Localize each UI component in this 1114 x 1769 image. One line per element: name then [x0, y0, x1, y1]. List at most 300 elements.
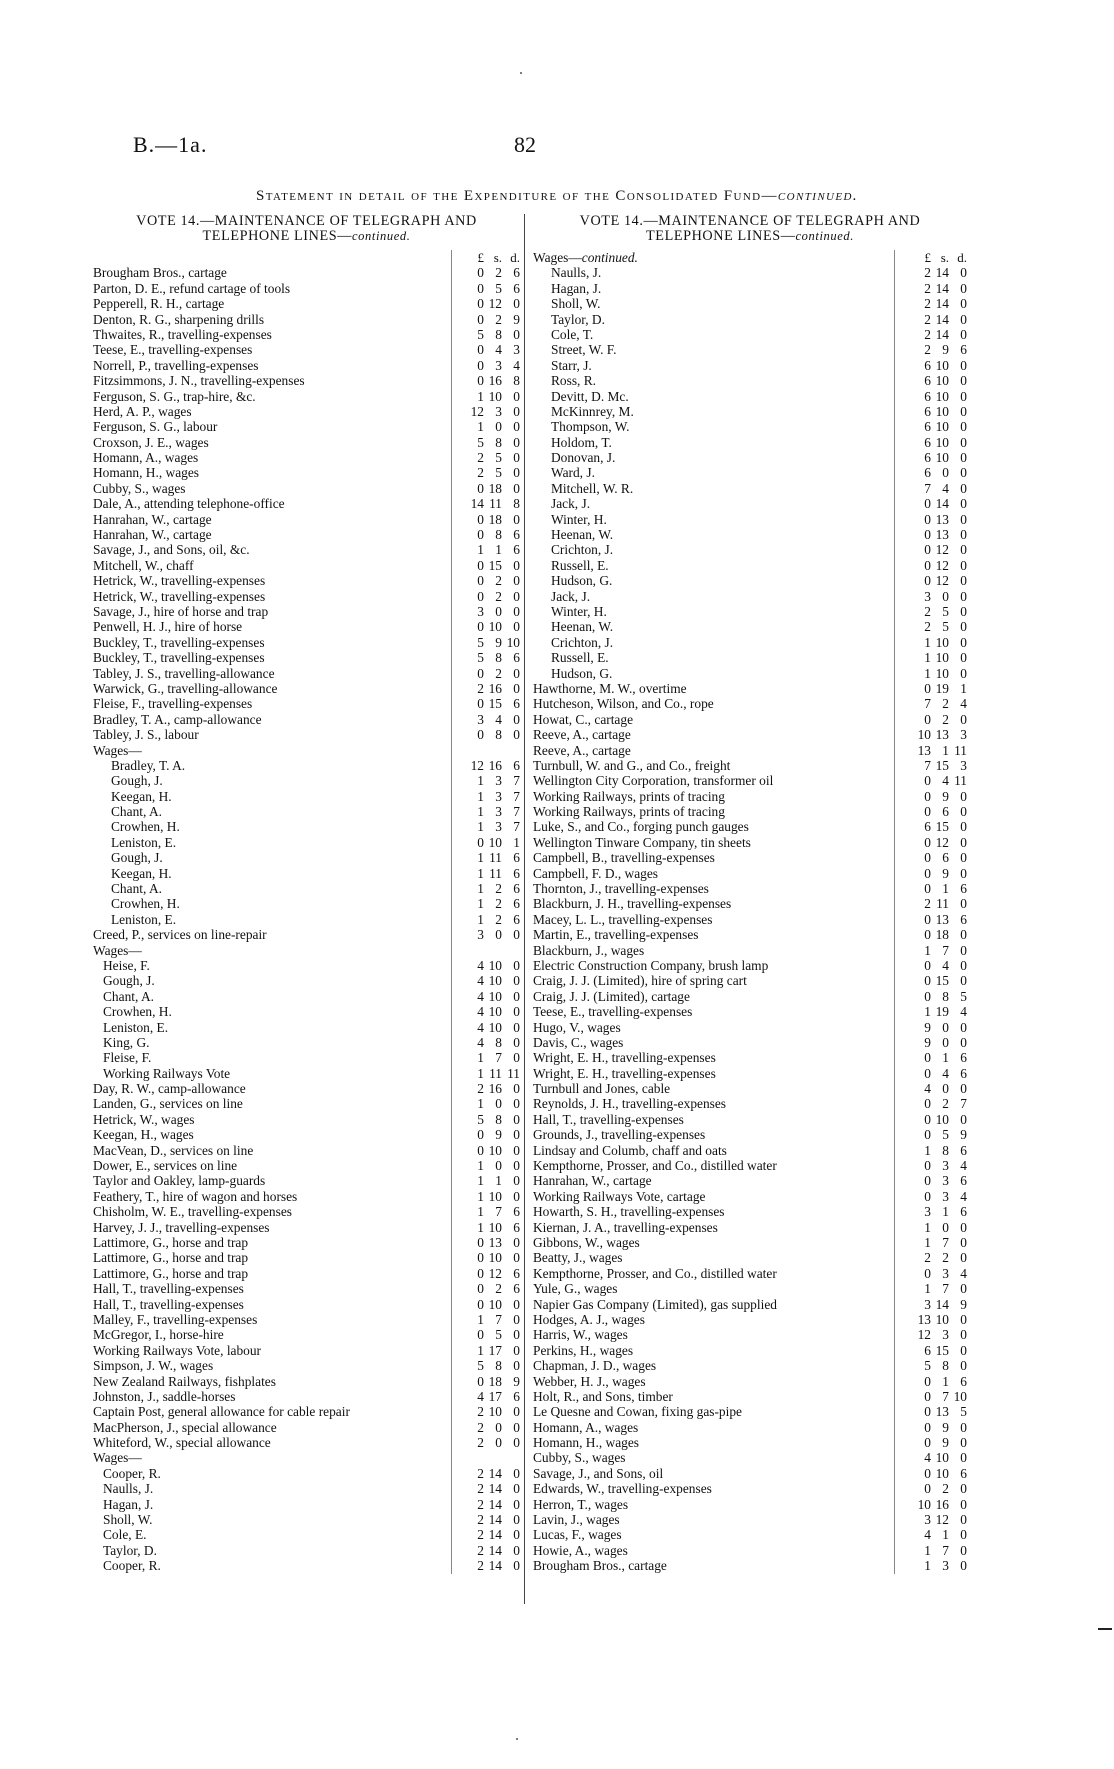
ledger-row [533, 573, 967, 588]
amount [894, 281, 967, 296]
amount [894, 1281, 967, 1296]
shillings-value: 12 [935, 573, 949, 589]
pounds-value: 4 [924, 1450, 931, 1466]
amount [451, 819, 520, 834]
payee: Street, W. F. [551, 342, 617, 358]
pounds-value: 0 [924, 1481, 931, 1497]
shillings-value: 3 [495, 357, 502, 373]
amount [451, 1374, 520, 1389]
pounds-value: 4 [477, 1019, 484, 1035]
pence-value: 0 [960, 557, 967, 573]
pence-value: 0 [960, 1512, 967, 1528]
payee: Chapman, J. D., wages [533, 1358, 657, 1374]
ledger-row [93, 650, 520, 665]
ledger-row [533, 389, 967, 404]
ledger-row [533, 312, 967, 327]
amount [451, 1158, 520, 1173]
amount [894, 1250, 967, 1265]
shillings-value: 8 [495, 527, 502, 543]
pence-value: 6 [513, 542, 520, 558]
payee: Cole, E. [103, 1527, 147, 1543]
amount [894, 1004, 967, 1019]
pence-value: 0 [513, 665, 520, 681]
amount [894, 1173, 967, 1188]
amount [451, 296, 520, 311]
pence-value: 0 [960, 973, 967, 989]
amount [894, 743, 967, 758]
pounds-value: 5 [477, 434, 484, 450]
amount [894, 1527, 967, 1542]
ledger-row [533, 912, 967, 927]
ledger-row [533, 1250, 967, 1265]
right-ledger [533, 265, 967, 1573]
pence-value: 6 [513, 1265, 520, 1281]
payee: Buckley, T., travelling-expenses [93, 650, 265, 666]
shillings-value: 9 [942, 865, 949, 881]
pence-value: 0 [960, 650, 967, 666]
pounds-value: 2 [924, 326, 931, 342]
ledger-row [533, 435, 967, 450]
pence-value: 0 [960, 603, 967, 619]
amount [451, 342, 520, 357]
ledger-row [533, 866, 967, 881]
ledger-row [533, 1035, 967, 1050]
pence-value: 0 [513, 588, 520, 604]
column-divider [524, 214, 525, 1604]
ledger-row [533, 1389, 967, 1404]
pence-value: 0 [960, 896, 967, 912]
payee: Holt, R., and Sons, timber [533, 1388, 673, 1404]
ledger-row [533, 973, 967, 988]
amount [894, 896, 967, 911]
shillings-value: 2 [495, 573, 502, 589]
amount [451, 389, 520, 404]
ledger-row [93, 1389, 520, 1404]
ledger-row [533, 758, 967, 773]
shillings-value: 1 [495, 542, 502, 558]
ledger-row [93, 696, 520, 711]
ledger-row [533, 450, 967, 465]
pence-value: 6 [960, 1465, 967, 1481]
payee: Keegan, H., wages [93, 1127, 194, 1143]
ledger-row [533, 342, 967, 357]
payee: Captain Post, general allowance for cable repair [93, 1404, 350, 1420]
payee: Wages— [93, 1450, 142, 1466]
ledger-row [533, 1158, 967, 1173]
payee: Lattimore, G., horse and trap [93, 1235, 249, 1250]
payee: Thompson, W. [551, 419, 630, 435]
shillings-value: 10 [935, 373, 949, 389]
pence-value: 0 [960, 388, 967, 404]
payee: Craig, J. J. (Limited), hire of spring cart [533, 973, 747, 989]
shillings-value: 10 [488, 1250, 502, 1266]
payee: Turnbull and Jones, cable [533, 1081, 671, 1097]
pence-value: 0 [513, 1311, 520, 1327]
amount [451, 1543, 520, 1558]
speck [516, 1738, 518, 1740]
pounds-value: 0 [477, 1296, 484, 1312]
ledger-row [93, 619, 520, 634]
ledger-row [93, 773, 520, 788]
payee: Hall, T., travelling-expenses [93, 1296, 244, 1312]
pence-value: 10 [506, 634, 520, 650]
shillings-value: 14 [488, 1512, 502, 1528]
ledger-row [533, 1297, 967, 1312]
pence-value: 7 [513, 819, 520, 835]
amount [894, 312, 967, 327]
pounds-value: 1 [477, 1342, 484, 1358]
payee: Winter, H. [551, 603, 607, 619]
pounds-value: 1 [924, 1142, 931, 1158]
left-vote-line2: TELEPHONE LINES— [202, 228, 353, 244]
ledger-row [93, 666, 520, 681]
shillings-value: 8 [495, 1111, 502, 1127]
pence-value: 0 [513, 388, 520, 404]
shillings-value: 7 [942, 942, 949, 958]
pence-value: 6 [513, 1204, 520, 1220]
ledger-row [533, 1404, 967, 1419]
shillings-value [484, 1450, 502, 1465]
ledger-row [533, 589, 967, 604]
pence-value: 0 [960, 265, 967, 281]
shillings-value: 2 [495, 265, 502, 281]
ledger-row [93, 1281, 520, 1296]
ledger-row [93, 281, 520, 296]
shillings-value: 14 [935, 296, 949, 312]
amount [894, 1343, 967, 1358]
pence-value: 0 [960, 634, 967, 650]
ledger-row [93, 589, 520, 604]
payee: Hudson, G. [551, 573, 613, 589]
ledger-row [533, 666, 967, 681]
ledger-row [93, 958, 520, 973]
amount [894, 573, 967, 588]
shillings-value: 1 [942, 1373, 949, 1389]
shillings-value: 10 [935, 1465, 949, 1481]
ledger-row [93, 358, 520, 373]
shillings-value: 3 [942, 1558, 949, 1574]
shillings-value: 16 [488, 680, 502, 696]
pence-header: d. [957, 250, 967, 265]
amount [894, 1481, 967, 1496]
ledger-row [533, 296, 967, 311]
amount [451, 1112, 520, 1127]
ledger-row [93, 1420, 520, 1435]
payee: Brougham Bros., cartage [93, 265, 227, 281]
amount [451, 573, 520, 588]
amount [894, 1466, 967, 1481]
amount [894, 589, 967, 604]
amount [894, 1081, 967, 1096]
pence-value: 4 [960, 1158, 967, 1174]
shillings-value: 14 [935, 326, 949, 342]
pence-value: 10 [953, 1388, 967, 1404]
shillings-value: 10 [935, 403, 949, 419]
amount [894, 450, 967, 465]
ledger-row [93, 1558, 520, 1573]
pence-value: 0 [513, 1527, 520, 1543]
ledger-row [93, 927, 520, 942]
shillings-value: 7 [495, 1050, 502, 1066]
pounds-value: 0 [924, 911, 931, 927]
pence-value: 0 [960, 1219, 967, 1235]
pence-value: 11 [954, 773, 967, 789]
right-vote-line2: TELEPHONE LINES— [646, 228, 796, 244]
payee: Leniston, E. [111, 911, 177, 927]
amount [451, 1020, 520, 1035]
pence-value: 0 [513, 1034, 520, 1050]
shillings-value: 14 [488, 1542, 502, 1558]
pounds-value: 6 [924, 434, 931, 450]
ledger-row [533, 1050, 967, 1065]
ledger-row [533, 850, 967, 865]
payee: Napier Gas Company (Limited), gas supplied [533, 1296, 777, 1312]
shillings-value: 12 [488, 296, 502, 312]
pounds-value: 0 [924, 527, 931, 543]
pence-value: 0 [960, 1496, 967, 1512]
pence-value: 0 [513, 1019, 520, 1035]
amount [894, 619, 967, 634]
pence-value: 0 [513, 1250, 520, 1266]
shillings-value: 14 [488, 1465, 502, 1481]
pounds-value: 7 [924, 696, 931, 712]
pence-value: 0 [513, 1127, 520, 1143]
pounds-value: 1 [477, 1219, 484, 1235]
left-header-amounts [451, 250, 520, 265]
payee: Harris, W., wages [533, 1327, 628, 1343]
pence-value: 0 [960, 511, 967, 527]
pence-value: 7 [513, 788, 520, 804]
pence-value: 0 [960, 1034, 967, 1050]
payee: Cole, T. [551, 326, 594, 342]
payee: Homann, H., wages [93, 465, 199, 481]
pounds-value: 3 [924, 1204, 931, 1220]
shillings-value: 8 [942, 988, 949, 1004]
pounds-value: 1 [477, 542, 484, 558]
ledger-row [533, 1127, 967, 1142]
pence-value: 0 [513, 957, 520, 973]
amount [451, 1358, 520, 1373]
pounds-value: 2 [477, 1465, 484, 1481]
ledger-row [93, 758, 520, 773]
shillings-value: 8 [942, 1142, 949, 1158]
shillings-value: 14 [488, 1481, 502, 1497]
amount [451, 1220, 520, 1235]
shillings-value: 14 [935, 280, 949, 296]
payee: Naulls, J. [103, 1481, 154, 1497]
pence-value: 6 [513, 757, 520, 773]
amount [894, 1204, 967, 1219]
pounds-value: 2 [477, 465, 484, 481]
shillings-value: 11 [489, 865, 502, 881]
shillings-value: 18 [935, 927, 949, 943]
shillings-value: 12 [935, 557, 949, 573]
ledger-row [533, 727, 967, 742]
ledger-row [93, 327, 520, 342]
amount [451, 681, 520, 696]
shillings-value: 2 [942, 1481, 949, 1497]
pence-value: 0 [960, 1311, 967, 1327]
amount [451, 542, 520, 557]
pence-value: 9 [513, 1373, 520, 1389]
pounds-value: 10 [917, 727, 931, 743]
shillings-value: 3 [495, 403, 502, 419]
pounds-value: 10 [917, 1496, 931, 1512]
shillings-value: 16 [935, 1496, 949, 1512]
payee: Grounds, J., travelling-expenses [533, 1127, 706, 1143]
pounds-header: £ [477, 250, 484, 265]
amount [894, 1435, 967, 1450]
pounds-value: 3 [477, 603, 484, 619]
shillings-value: 15 [935, 1342, 949, 1358]
ledger-row [533, 527, 967, 542]
ledger-row [533, 650, 967, 665]
shillings-value: 0 [495, 927, 502, 943]
shillings-value: 2 [495, 881, 502, 897]
shillings-value: 10 [488, 957, 502, 973]
pounds-value: 2 [477, 680, 484, 696]
payee: Hugo, V., wages [533, 1019, 621, 1035]
pounds-value: 0 [924, 1373, 931, 1389]
payee: Martin, E., travelling-expenses [533, 927, 699, 943]
pounds-value: 6 [924, 357, 931, 373]
shillings-value: 10 [935, 357, 949, 373]
pounds-value: 1 [477, 881, 484, 897]
amount [451, 1096, 520, 1111]
shillings-value: 3 [942, 1188, 949, 1204]
ledger-row [533, 835, 967, 850]
pence-value [502, 943, 520, 958]
ledger-row [533, 358, 967, 373]
amount [894, 1020, 967, 1035]
payee: MacPherson, J., special allowance [93, 1419, 277, 1435]
ledger-row [533, 1435, 967, 1450]
ledger-row [93, 973, 520, 988]
amount [451, 789, 520, 804]
ledger-row [93, 635, 520, 650]
pounds-value: 1 [924, 1281, 931, 1297]
shillings-value: 13 [935, 911, 949, 927]
payee: Crowhen, H. [111, 819, 180, 835]
amount [451, 1404, 520, 1419]
pounds-value: 1 [477, 896, 484, 912]
pence-value: 0 [960, 373, 967, 389]
payee: Campbell, B., travelling-expenses [533, 850, 715, 866]
ledger-row [93, 312, 520, 327]
shillings-value: 2 [495, 665, 502, 681]
pence-value: 3 [960, 727, 967, 743]
title-continued: continued. [777, 188, 859, 204]
pence-value: 4 [513, 357, 520, 373]
shillings-value: 8 [942, 1358, 949, 1374]
shillings-value: 3 [942, 1265, 949, 1281]
pounds-value: 1 [924, 1219, 931, 1235]
pence-value: 0 [513, 927, 520, 943]
pounds-value: 4 [477, 973, 484, 989]
shillings-value: 4 [942, 773, 949, 789]
pounds-value: 0 [477, 265, 484, 281]
ledger-row [533, 512, 967, 527]
pounds-value: 12 [470, 403, 484, 419]
shillings-value: 10 [488, 834, 502, 850]
amount [451, 696, 520, 711]
ledger-row [533, 1358, 967, 1373]
shillings-value: 15 [935, 819, 949, 835]
ledger-row [93, 1204, 520, 1219]
ledger-row [533, 1266, 967, 1281]
ledger-row [93, 512, 520, 527]
pounds-value: 0 [477, 1250, 484, 1266]
amount [894, 989, 967, 1004]
shillings-value: 8 [495, 1358, 502, 1374]
shillings-value: 2 [495, 896, 502, 912]
amount [894, 819, 967, 834]
amount [894, 958, 967, 973]
payee: Dower, E., services on line [93, 1158, 238, 1174]
shillings-value: 5 [495, 1327, 502, 1343]
pounds-value: 0 [924, 711, 931, 727]
pounds-value: 2 [924, 603, 931, 619]
pence-value: 0 [960, 1235, 967, 1250]
pence-value: 0 [960, 311, 967, 327]
payee: Herd, A. P., wages [93, 403, 192, 419]
payee: Working Railways Vote, cartage [533, 1188, 706, 1204]
ledger-row [93, 1143, 520, 1158]
amount [451, 1420, 520, 1435]
amount [451, 758, 520, 773]
amount [451, 866, 520, 881]
shillings-value: 1 [495, 1173, 502, 1189]
payee: Herron, T., wages [533, 1496, 629, 1512]
payee: Chant, A. [111, 881, 162, 897]
pounds-value: 12 [917, 1327, 931, 1343]
pounds-value: 0 [477, 480, 484, 496]
right-column [533, 214, 967, 1574]
payee: Harvey, J. J., travelling-expenses [93, 1219, 270, 1235]
pounds-value: 4 [477, 1034, 484, 1050]
pounds-value: 0 [477, 296, 484, 312]
ledger-row [93, 1189, 520, 1204]
amount [451, 835, 520, 850]
amount [451, 604, 520, 619]
ledger-row [533, 1497, 967, 1512]
payee: Chant, A. [103, 988, 154, 1004]
pence-value: 3 [513, 342, 520, 358]
pounds-value: 5 [477, 326, 484, 342]
amount [451, 373, 520, 388]
pounds-value: 1 [924, 1558, 931, 1574]
ledger-row [93, 1081, 520, 1096]
pounds-value: 3 [924, 1296, 931, 1312]
amount [894, 773, 967, 788]
pounds-header: £ [924, 250, 931, 265]
pounds-value: 1 [477, 1050, 484, 1066]
pounds-value: 0 [924, 773, 931, 789]
amount [451, 804, 520, 819]
pounds-value: 2 [924, 311, 931, 327]
payee: Hall, T., travelling-expenses [533, 1111, 684, 1127]
amount [451, 1281, 520, 1296]
shillings-value: 12 [935, 542, 949, 558]
payee: Chant, A. [111, 804, 162, 820]
pounds-value: 0 [477, 573, 484, 589]
payee: Edwards, W., travelling-expenses [533, 1481, 712, 1497]
pence-value: 0 [513, 711, 520, 727]
amount [894, 912, 967, 927]
pounds-value: 0 [477, 1142, 484, 1158]
shillings-value: 14 [935, 265, 949, 281]
pence-value: 0 [960, 280, 967, 296]
